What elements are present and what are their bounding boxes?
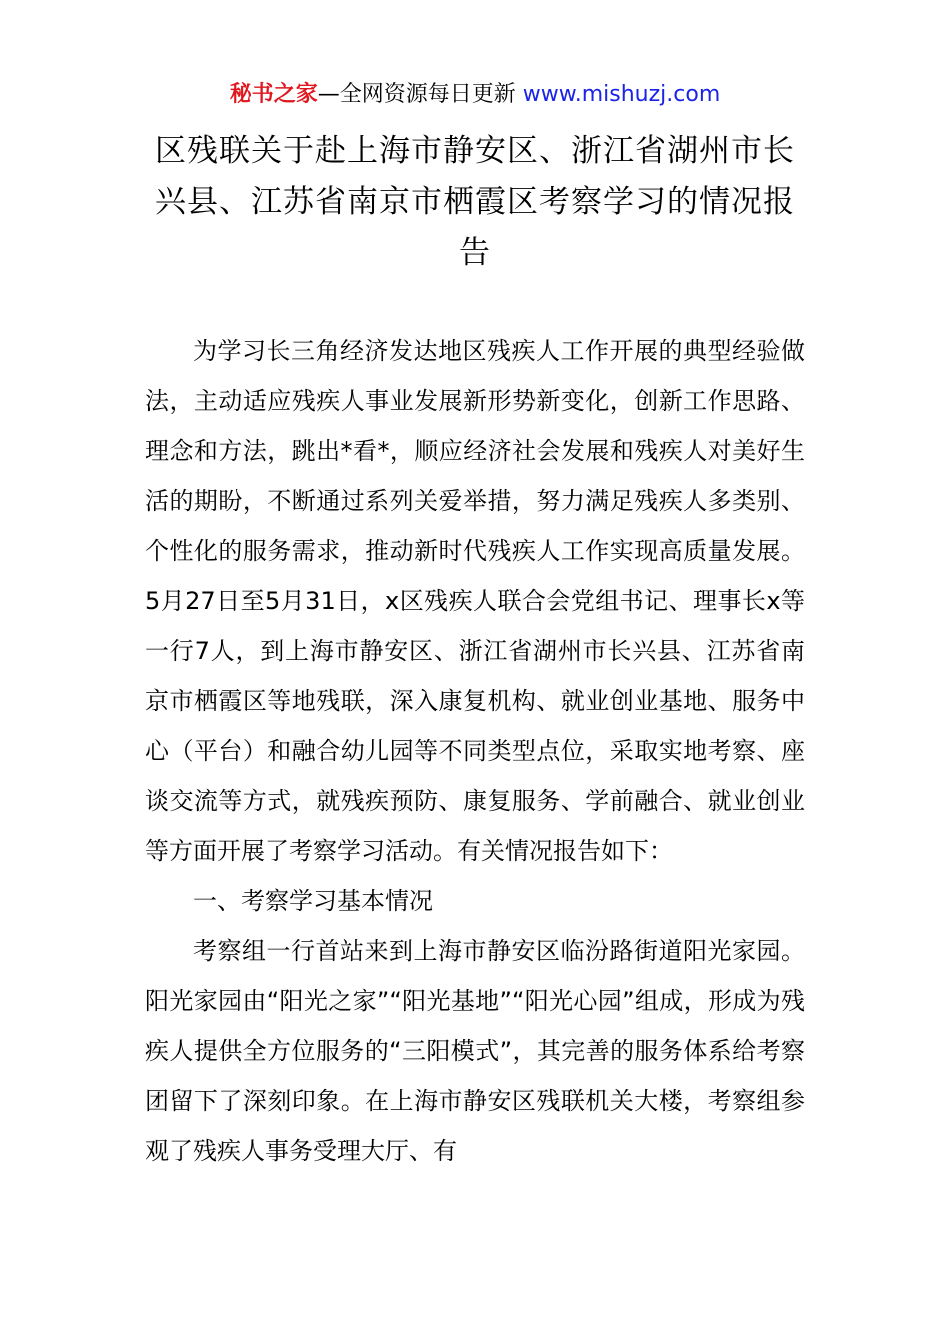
paragraph-section-1: 考察组一行首站来到上海市静安区临汾路街道阳光家园。阳光家园由“阳光之家”“阳光基地”“阳光心园”组成，形成为残疾人提供全方位服务的“三阳模式”，其完善的服务体系给考察团留下了深刻印象。在上海市静安区残联机关大楼，考察组参观了残疾人事务受理大厅、有 [145, 937, 805, 1165]
site-name: 秘书之家 [229, 82, 318, 107]
site-banner [0, 78, 950, 112]
paragraph-intro: 为学习长三角经济发达地区残疾人工作开展的典型经验做法，主动适应残疾人事业发展新形势新变化，创新工作思路、理念和方法，跳出*看*，顺应经济社会发展和残疾人对美好生活的期盼，不断通过系列关爱举措，努力满足残疾人多类别、个性化的服务需求，推动新时代残疾人工作实现高质量发展。5月27日至5月31日，x区残疾人联合会党组书记、理事长x等一行7人，到上海市静安区、浙江省湖州市长兴县、江苏省南京市栖霞区等地残联，深入康复机构、就业创业基地、服务中心（平台）和融合幼儿园等不同类型点位，采取实地考察、座谈交流等方式，就残疾预防、康复服务、学前融合、就业创业等方面开展了考察学习活动。有关情况报告如下： [145, 337, 805, 865]
site-tagline: —全网资源每日更新 [317, 82, 516, 107]
document-title: 区残联关于赴上海市静安区、浙江省湖州市长兴县、江苏省南京市栖霞区考察学习的情况报告 [155, 133, 795, 271]
site-url-link[interactable]: www.mishuzj.com [522, 82, 721, 107]
section-heading-1: 一、考察学习基本情况 [193, 887, 433, 915]
document-body [145, 326, 805, 1176]
